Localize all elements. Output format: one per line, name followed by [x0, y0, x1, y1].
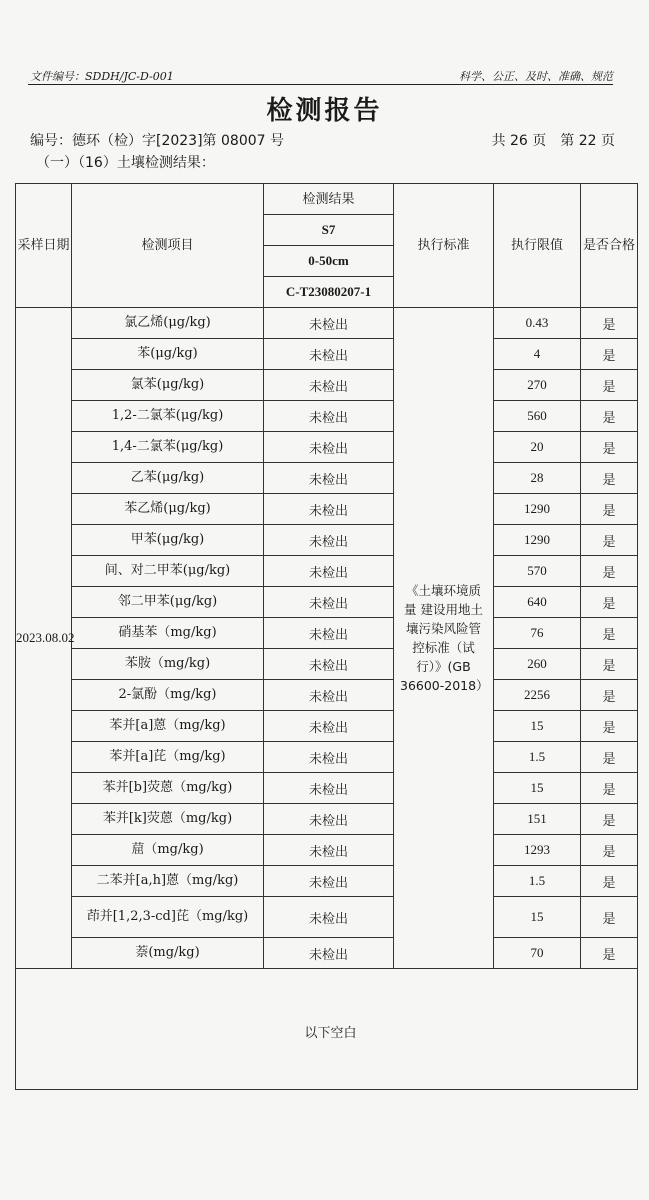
table-row — [16, 835, 638, 866]
test-item: 1,4-二氯苯(μg/kg) — [72, 432, 264, 463]
report-number: 编号：德环（检）字[2023]第 08007 号 — [30, 133, 284, 149]
header-sample-id: S7 — [264, 215, 394, 246]
table-row — [16, 773, 638, 804]
header-depth: 0-50cm — [264, 246, 394, 277]
test-result: 未检出 — [264, 370, 394, 401]
pass-status: 是 — [581, 463, 638, 494]
pass-status: 是 — [581, 370, 638, 401]
limit-value: 0.43 — [494, 308, 581, 339]
limit-value: 4 — [494, 339, 581, 370]
limit-value: 76 — [494, 618, 581, 649]
pass-status: 是 — [581, 835, 638, 866]
header-test-item: 检测项目 — [72, 184, 264, 308]
section-heading: （一）（16）土壤检测结果： — [36, 155, 215, 171]
pass-status: 是 — [581, 649, 638, 680]
limit-value: 70 — [494, 938, 581, 969]
table-row — [16, 432, 638, 463]
test-result: 未检出 — [264, 835, 394, 866]
table-row — [16, 494, 638, 525]
pass-status: 是 — [581, 680, 638, 711]
table-row — [16, 866, 638, 897]
test-item: 苯并[a]芘（mg/kg) — [72, 742, 264, 773]
test-item: 氯苯(μg/kg) — [72, 370, 264, 401]
test-item: 苯并[b]荧蒽（mg/kg) — [72, 773, 264, 804]
test-result: 未检出 — [264, 618, 394, 649]
table-row — [16, 897, 638, 938]
pass-status: 是 — [581, 742, 638, 773]
test-result: 未检出 — [264, 897, 394, 938]
table-row — [16, 680, 638, 711]
test-result: 未检出 — [264, 525, 394, 556]
test-item: 萘(mg/kg) — [72, 938, 264, 969]
limit-value: 1290 — [494, 525, 581, 556]
pass-status: 是 — [581, 804, 638, 835]
limit-value: 151 — [494, 804, 581, 835]
limit-value: 15 — [494, 711, 581, 742]
test-item: 苯乙烯(μg/kg) — [72, 494, 264, 525]
test-item: 苯并[k]荧蒽（mg/kg) — [72, 804, 264, 835]
pass-status: 是 — [581, 938, 638, 969]
test-item: 1,2-二氯苯(μg/kg) — [72, 401, 264, 432]
test-item: 乙苯(μg/kg) — [72, 463, 264, 494]
table-row — [16, 804, 638, 835]
table-row — [16, 556, 638, 587]
test-result: 未检出 — [264, 649, 394, 680]
pass-status: 是 — [581, 401, 638, 432]
limit-value: 260 — [494, 649, 581, 680]
doc-number: 文件编号：SDDH/JC-D-001 — [30, 70, 174, 83]
table-row — [16, 618, 638, 649]
limit-value: 570 — [494, 556, 581, 587]
table-row — [16, 711, 638, 742]
test-item: 䓛（mg/kg) — [72, 835, 264, 866]
test-result: 未检出 — [264, 711, 394, 742]
limit-value: 28 — [494, 463, 581, 494]
header-pass: 是否合格 — [581, 184, 638, 308]
test-result: 未检出 — [264, 742, 394, 773]
test-result: 未检出 — [264, 804, 394, 835]
header-sampling-date: 采样日期 — [16, 184, 72, 308]
pass-status: 是 — [581, 587, 638, 618]
table-row — [16, 370, 638, 401]
test-result: 未检出 — [264, 680, 394, 711]
limit-value: 2256 — [494, 680, 581, 711]
table-row — [16, 308, 638, 339]
test-result: 未检出 — [264, 401, 394, 432]
test-result: 未检出 — [264, 308, 394, 339]
test-result: 未检出 — [264, 866, 394, 897]
test-item: 氯乙烯(μg/kg) — [72, 308, 264, 339]
table-row — [16, 463, 638, 494]
results-table — [15, 183, 638, 1090]
limit-value: 1.5 — [494, 742, 581, 773]
limit-value: 1290 — [494, 494, 581, 525]
test-item: 茚并[1,2,3-cd]芘（mg/kg) — [72, 897, 264, 938]
pass-status: 是 — [581, 432, 638, 463]
test-item: 硝基苯（mg/kg) — [72, 618, 264, 649]
motto: 科学、公正、及时、准确、规范 — [459, 70, 613, 83]
test-result: 未检出 — [264, 773, 394, 804]
test-result: 未检出 — [264, 494, 394, 525]
test-result: 未检出 — [264, 339, 394, 370]
blank-area — [16, 969, 638, 1090]
test-item: 甲苯(μg/kg) — [72, 525, 264, 556]
limit-value: 15 — [494, 773, 581, 804]
pass-status: 是 — [581, 711, 638, 742]
header-standard: 执行标准 — [394, 184, 494, 308]
table-row — [16, 938, 638, 969]
pass-status: 是 — [581, 773, 638, 804]
limit-value: 15 — [494, 897, 581, 938]
pass-status: 是 — [581, 897, 638, 938]
limit-value: 20 — [494, 432, 581, 463]
test-item: 苯并[a]蒽（mg/kg) — [72, 711, 264, 742]
limit-value: 560 — [494, 401, 581, 432]
test-item: 二苯并[a,h]蒽（mg/kg) — [72, 866, 264, 897]
test-item: 邻二甲苯(μg/kg) — [72, 587, 264, 618]
test-item: 苯(μg/kg) — [72, 339, 264, 370]
pass-status: 是 — [581, 866, 638, 897]
test-item: 苯胺（mg/kg) — [72, 649, 264, 680]
limit-value: 1.5 — [494, 866, 581, 897]
test-item: 2-氯酚（mg/kg) — [72, 680, 264, 711]
test-result: 未检出 — [264, 938, 394, 969]
pass-status: 是 — [581, 494, 638, 525]
test-result: 未检出 — [264, 432, 394, 463]
test-result: 未检出 — [264, 556, 394, 587]
table-row — [16, 649, 638, 680]
table-row — [16, 339, 638, 370]
page-title: 检测报告 — [266, 96, 383, 126]
page-count: 共 26 页 第 22 页 — [491, 133, 615, 149]
table-row — [16, 401, 638, 432]
pass-status: 是 — [581, 525, 638, 556]
limit-value: 270 — [494, 370, 581, 401]
header-rule — [28, 66, 613, 85]
table-row — [16, 587, 638, 618]
pass-status: 是 — [581, 556, 638, 587]
table-row — [16, 742, 638, 773]
pass-status: 是 — [581, 618, 638, 649]
table-row — [16, 525, 638, 556]
pass-status: 是 — [581, 308, 638, 339]
test-result: 未检出 — [264, 587, 394, 618]
sampling-date: 2023.08.02 — [16, 308, 72, 969]
header-result: 检测结果 — [264, 184, 394, 215]
limit-value: 1293 — [494, 835, 581, 866]
limit-value: 640 — [494, 587, 581, 618]
header-limit: 执行限值 — [494, 184, 581, 308]
header-sample-code: C-T23080207-1 — [264, 277, 394, 308]
test-result: 未检出 — [264, 463, 394, 494]
standard-text: 《土壤环境质量 建设用地土壤污染风险管控标准（试行）》(GB 36600-2018） — [394, 308, 494, 969]
blank-note: 以下空白 — [304, 1025, 357, 1041]
pass-status: 是 — [581, 339, 638, 370]
test-item: 间、对二甲苯(μg/kg) — [72, 556, 264, 587]
